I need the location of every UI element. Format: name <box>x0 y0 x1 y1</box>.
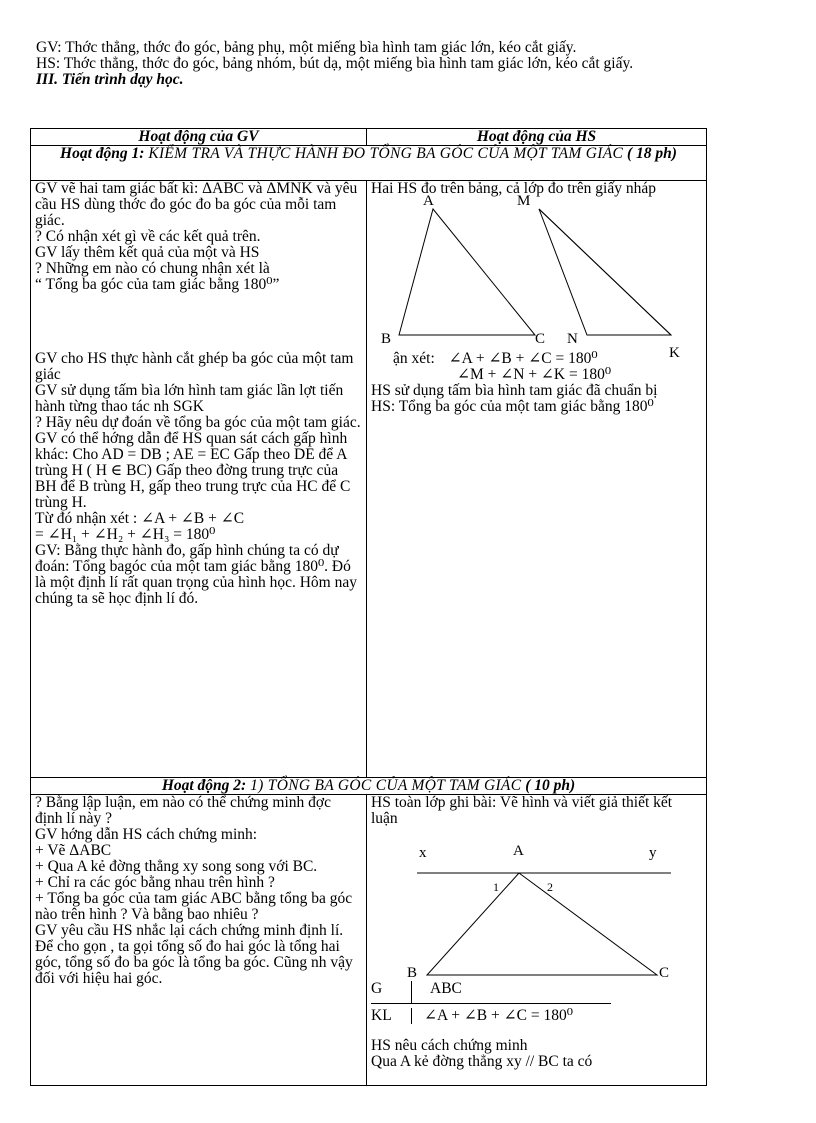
spacer <box>35 293 362 351</box>
activity-2-time: ( 10 ph) <box>525 777 576 794</box>
hs1-line: Hai HS đo trên bảng, cả lớp đo trên giấy nháp <box>371 180 656 197</box>
teacher-materials: GV: Thớc thẳng, thớc đo góc, bảng phụ, một miếng bìa hình tam giác lớn, kéo cắt giấy. <box>36 39 577 56</box>
gv2-line: + Chỉ ra các góc bằng nhau trên hình ? <box>35 874 275 891</box>
hs-cell-2 <box>367 795 707 1086</box>
label-b2: B <box>407 965 418 981</box>
gt-label: G <box>371 980 383 997</box>
gv1-line: Từ đó nhận xét : ∠A + ∠B + ∠C <box>35 510 245 527</box>
triangle-abc-2 <box>427 873 657 975</box>
gt-text: ABC <box>411 981 462 1003</box>
triangle-abc <box>399 209 535 335</box>
gv1-line: “ Tổng ba góc của tam giác bằng 180⁰” <box>35 276 280 293</box>
gv1-line: GV lấy thêm kết quả của một và HS <box>35 244 260 261</box>
hs2-line: HS toàn lớp ghi bài: Vẽ hình và viết giả thiết kết luận <box>371 794 673 827</box>
gv2-line: + Tổng ba góc của tam giác ABC bằng tổng ba góc nào trên hình ? Và bằng bao nhiêu ? <box>35 890 353 923</box>
kl-text: ∠A + ∠B + ∠C = 180⁰ <box>411 1008 573 1024</box>
activity-1-time: ( 18 ph) <box>627 145 677 162</box>
mk-edge <box>539 209 671 335</box>
activity-1-name: KIỂM TRA VÀ THỰC HÀNH ĐO TỔNG BA GÓC CỦA MỘT TAM GIÁC <box>148 145 624 162</box>
gv1-line: ? Những em nào có chung nhận xét là <box>35 260 270 277</box>
activity-1-content <box>31 181 707 778</box>
hs1-line: HS sử dụng tấm bìa hình tam giác đã chuẩn bị <box>371 382 658 399</box>
activity-1-label: Hoạt động 1: <box>60 145 145 162</box>
activity-1-row <box>31 146 707 181</box>
gv2-line: + Vẽ ΔABC <box>35 842 112 859</box>
section-heading: III. Tiến trình dạy học. <box>36 71 184 88</box>
intro-block <box>36 40 686 88</box>
gv2-line: + Qua A kẻ đờng thẳng xy song song với BC. <box>35 858 318 875</box>
measure-result <box>393 351 702 367</box>
activity-2-label: Hoạt động 2: <box>161 777 247 794</box>
parallel-figure <box>371 827 701 981</box>
gv2-line: GV hớng dẫn HS cách chứng minh: <box>35 826 258 843</box>
gt-row <box>371 981 611 1004</box>
gv-cell-2 <box>31 795 367 1086</box>
activity-2-name: 1) TỔNG BA GÓC CỦA MỘT TAM GIÁC <box>250 777 522 794</box>
label-c: C <box>535 331 546 347</box>
header-row <box>31 129 707 146</box>
gv1-line: = ∠H₁ + ∠H₂ + ∠H₃ = 180⁰ <box>35 526 216 543</box>
hs2-line: Qua A kẻ đờng thẳng xy // BC ta có <box>371 1053 593 1070</box>
lesson-table <box>30 128 707 1086</box>
gv-cell-1 <box>31 181 367 778</box>
gv1-line: ? Hãy nêu dự đoán về tổng ba góc của một tam giác. <box>35 414 361 431</box>
student-materials: HS: Thớc thẳng, thớc đo góc, bảng nhóm, bút dạ, một miếng bìa hình tam giác lớn, kéo cắt giấy. <box>36 55 634 72</box>
label-k: K <box>669 345 680 361</box>
result-abc: ∠A + ∠B + ∠C = 180⁰ <box>448 350 598 367</box>
label-angle-1: 1 <box>493 880 499 894</box>
gv1-line: ? Có nhận xét gì về các kết quả trên. <box>35 228 261 245</box>
label-angle-2: 2 <box>547 880 553 894</box>
gv1-line: GV vẽ hai tam giác bất kì: ΔABC và ΔMNK và yêu cầu HS dùng thớc đo góc đo ba góc của mỗi tam giác. <box>35 180 358 229</box>
hs2-line: HS nêu cách chứng minh <box>371 1037 528 1054</box>
gv2-line: Để cho gọn , ta gọi tổng số đo hai góc là tổng hai góc, tổng số đo ba góc là tổng ba góc. Cũng nh vậy đối với hiệu hai góc. <box>35 938 353 987</box>
label-y: y <box>649 845 657 861</box>
col-header-hs: Hoạt động của HS <box>367 129 707 146</box>
hs1-line: HS: Tổng ba góc của một tam giác bằng 180⁰ <box>371 398 654 415</box>
kl-label: KL <box>371 1007 392 1024</box>
label-b: B <box>381 331 392 347</box>
activity-1-title <box>31 146 707 181</box>
result-mnk: ∠M + ∠N + ∠K = 180⁰ <box>457 366 612 383</box>
hs-cell-1 <box>367 181 707 778</box>
gv1-line: GV sử dụng tấm bìa lớn hình tam giác lần lợt tiến hành từng thao tác nh SGK <box>35 382 344 415</box>
label-n: N <box>567 331 578 347</box>
activity-2-row <box>31 778 707 795</box>
activity-2-content <box>31 795 707 1086</box>
gv1-line: GV: Bằng thực hành đo, gấp hình chúng ta có dự đoán: Tổng bagóc của một tam giác bằng 180⁰. Đó là một định lí rất quan trọng của hình học. Hôm nay chúng ta sẽ học định lí đó. <box>35 542 357 607</box>
activity-2-title <box>31 778 707 795</box>
gv2-line: ? Bằng lập luận, em nào có thể chứng minh đợc định lí này ? <box>35 794 331 827</box>
col-header-gv: Hoạt động của GV <box>31 129 367 146</box>
label-x: x <box>419 845 427 861</box>
result-prefix: ận xét: <box>393 350 435 367</box>
label-c2: C <box>659 965 670 981</box>
label-m: M <box>517 193 531 209</box>
gv1-line: GV cho HS thực hành cắt ghép ba góc của một tam giác <box>35 350 354 383</box>
label-a2: A <box>513 843 524 859</box>
gv2-line: GV yêu cầu HS nhắc lại cách chứng minh định lí. <box>35 922 344 939</box>
kl-row <box>371 1004 611 1028</box>
label-a: A <box>423 193 434 209</box>
gv1-line: GV có thể hớng dẫn để HS quan sát cách gấp hình khác: Cho AD = DB ; AE = EC Gấp theo DE để A trùng H ( H ∈ BC) Gấp theo đờng trung trực của BH để B trùng H, gấp theo trung trực của HC để C trùng H. <box>35 430 351 511</box>
